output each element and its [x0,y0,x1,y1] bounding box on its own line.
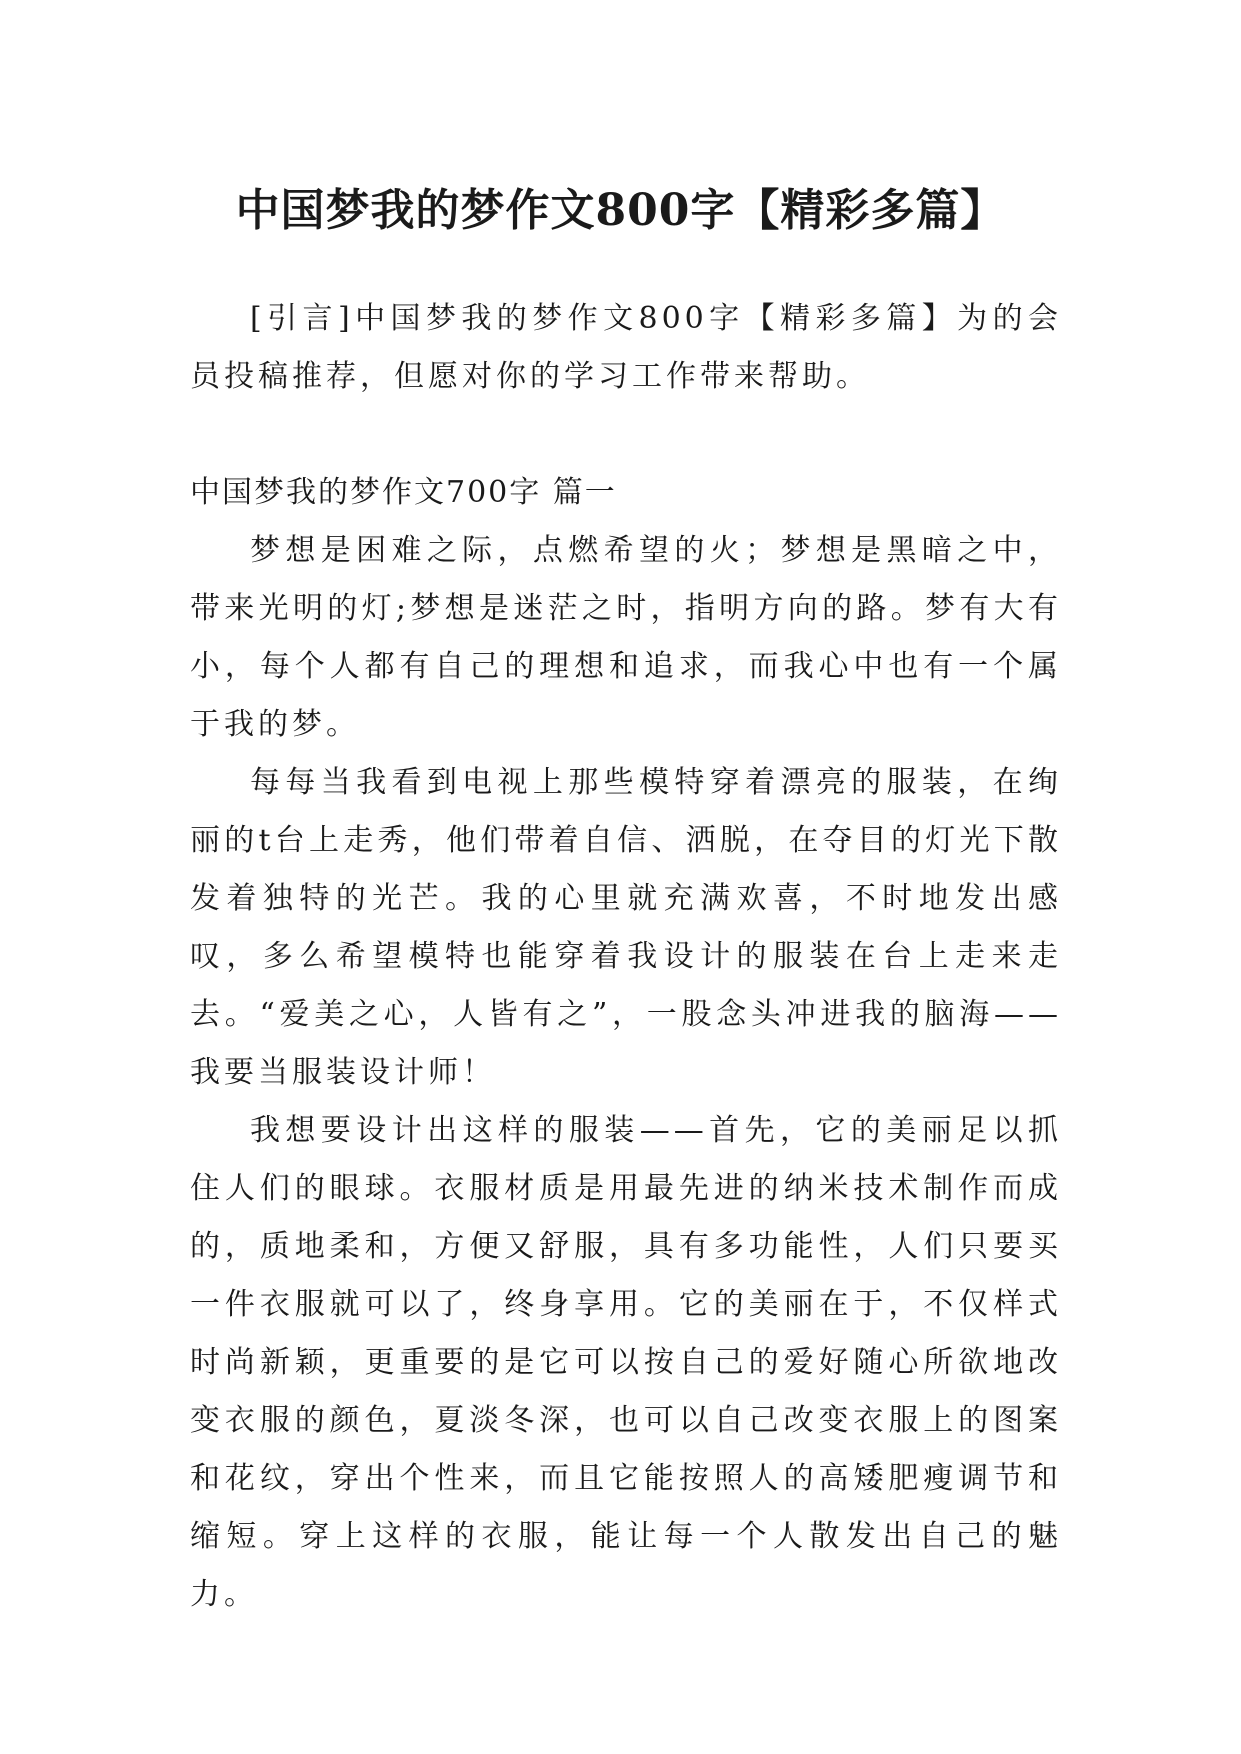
body-paragraph: 梦想是困难之际，点燃希望的火；梦想是黑暗之中，带来光明的灯;梦想是迷茫之时，指明方向的路。梦有大有小，每个人都有自己的理想和追求，而我心中也有一个属于我的梦。 [190,533,1062,742]
intro-paragraph: [引言]中国梦我的梦作文800字【精彩多篇】为的会员投稿推荐，但愿对你的学习工作带来帮助。 [190,301,1062,394]
body-paragraph: 我想要设计出这样的服装——首先，它的美丽足以抓住人们的眼球。衣服材质是用最先进的纳米技术制作而成的，质地柔和，方便又舒服，具有多功能性，人们只要买一件衣服就可以了，终身享用。它的美丽在于，不仅样式时尚新颖，更重要的是它可以按自己的爱好随心所欲地改变衣服的颜色，夏淡冬深，也可以自己改变衣服上的图案和花纹，穿出个性来，而且它能按照人的高矮肥瘦调节和缩短。穿上这样的衣服，能让每一个人散发出自己的魅力。 [190,1113,1062,1612]
document-title: 中国梦我的梦作文800字【精彩多篇】 [235,185,1006,237]
body-paragraph: 每每当我看到电视上那些模特穿着漂亮的服装，在绚丽的t台上走秀，他们带着自信、洒脱，在夺目的灯光下散发着独特的光芒。我的心里就充满欢喜，不时地发出感叹，多么希望模特也能穿着我设计的服装在台上走来走去。“爱美之心，人皆有之”，一股念头冲进我的脑海——我要当服装设计师！ [190,765,1062,1090]
section-heading: 中国梦我的梦作文700字 篇一 [190,475,617,510]
document-body [190,290,1062,1624]
